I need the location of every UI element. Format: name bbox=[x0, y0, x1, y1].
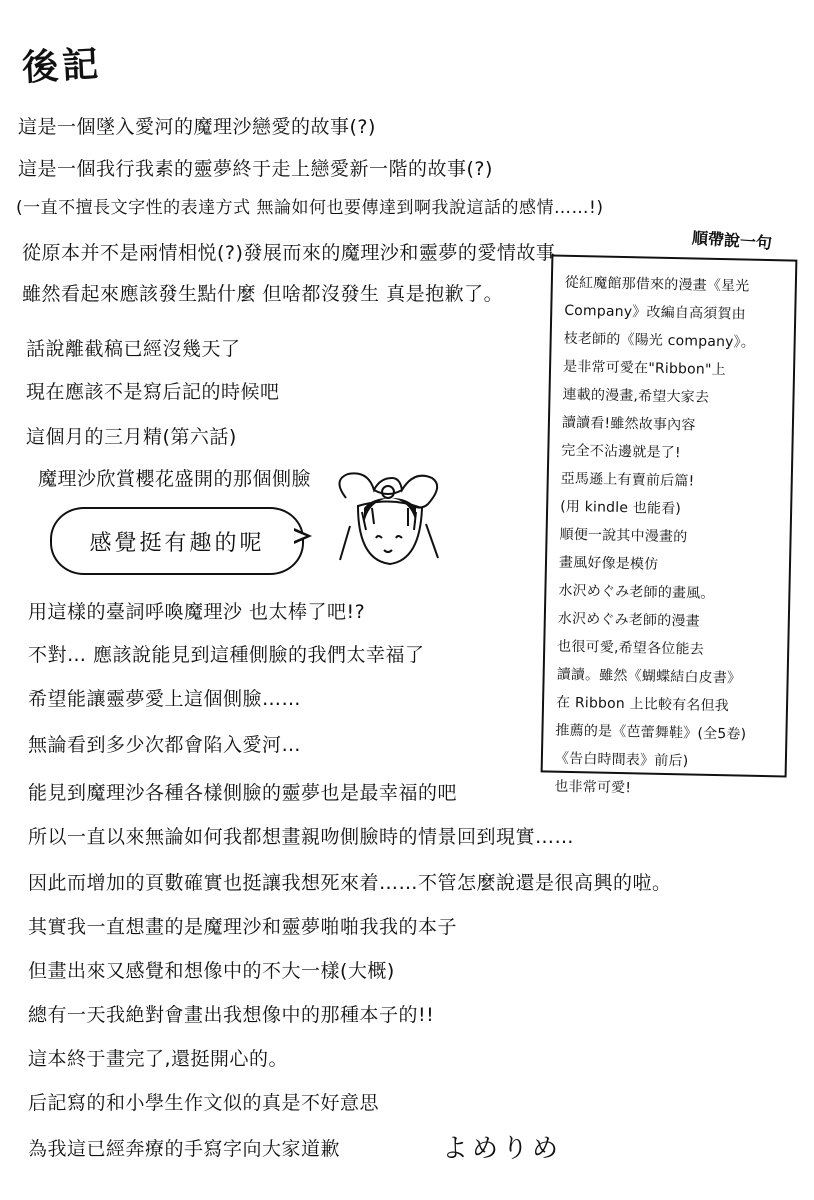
sidenote-line: 畫風好像是模仿 bbox=[558, 554, 659, 573]
sidenote-line: 也非常可愛! bbox=[554, 778, 632, 797]
sidenote-line: 推薦的是《芭蕾舞鞋》(全5卷) bbox=[555, 722, 747, 743]
text-line-21: 后記寫的和小學生作文似的真是不好意思 bbox=[28, 1092, 380, 1114]
text-line-7: 現在應該不是寫后記的時候吧 bbox=[26, 381, 280, 403]
sidenote-line: 水沢めぐみ老師的畫風。 bbox=[558, 582, 715, 602]
sidenote-line: 在 Ribbon 上比較有名但我 bbox=[555, 694, 730, 715]
sidenote-line: 完全不沾邊就是了! bbox=[561, 442, 681, 462]
speech-bubble: 感覺挺有趣的呢 bbox=[50, 507, 304, 575]
sidenote-line: (用 kindle 也能看) bbox=[560, 498, 682, 518]
sidenote-line: 枝老師的《陽光 company》。 bbox=[563, 330, 756, 351]
text-line-13: 無論看到多少次都會陷入愛河… bbox=[28, 734, 302, 756]
sidenote-line: 也很可愛,希望各位能去 bbox=[557, 638, 705, 658]
text-line-12: 希望能讓靈夢愛上這個側臉…… bbox=[28, 688, 302, 710]
author-signature: よめりめ bbox=[442, 1134, 563, 1164]
sidenote-line: 是非常可愛在"Ribbon"上 bbox=[562, 358, 726, 379]
text-line-18: 但畫出來又感覺和想像中的不大一樣(大概) bbox=[28, 960, 395, 982]
sidenote-line: 《告白時間表》前后) bbox=[554, 750, 689, 770]
text-line-16: 因此而增加的頁數確實也挺讓我想死來着……不管怎麼說還是很高興的啦。 bbox=[28, 872, 672, 894]
sidenote-line: 讀讀看!雖然故事內容 bbox=[561, 414, 696, 434]
text-line-22: 為我這已經奔療的手寫字向大家道歉 bbox=[28, 1138, 341, 1160]
text-line-2: 這是一個我行我素的靈夢終于走上戀愛新一階的故事(?) bbox=[18, 158, 493, 180]
sidenote-line: 亞馬遜上有賣前后篇! bbox=[560, 470, 695, 490]
chibi-girl-illustration bbox=[328, 468, 448, 578]
sidenote-line: Company》改編自高須賀由 bbox=[564, 302, 747, 323]
text-line-17: 其實我一直想畫的是魔理沙和靈夢啪啪我我的本子 bbox=[28, 916, 458, 938]
text-line-11: 不對… 應該說能見到這種側臉的我們太幸福了 bbox=[28, 644, 425, 666]
text-line-3: (一直不擅長文字性的表達方式 無論如何也要傳達到啊我說這話的感情……!) bbox=[16, 198, 604, 218]
text-line-10: 用這樣的臺詞呼喚魔理沙 也太棒了吧!? bbox=[28, 601, 366, 623]
text-line-4: 從原本并不是兩情相悦(?)發展而來的魔理沙和靈夢的愛情故事 bbox=[22, 242, 556, 264]
sidenote-title: 順帶說一句 bbox=[691, 228, 773, 253]
text-line-9: 魔理沙欣賞櫻花盛開的那個側臉 bbox=[38, 468, 312, 490]
sidenote-line: 順便一說其中漫畫的 bbox=[559, 526, 688, 546]
text-line-8: 這個月的三月精(第六話) bbox=[26, 426, 237, 448]
sidenote-line: 連載的漫畫,希望大家去 bbox=[562, 386, 710, 406]
page-title: 後記 bbox=[21, 42, 104, 90]
text-line-5: 雖然看起來應該發生點什麼 但啥都沒發生 真是抱歉了。 bbox=[22, 283, 504, 305]
text-line-19: 總有一天我絶對會畫出我想像中的那種本子的!! bbox=[28, 1004, 435, 1026]
text-line-1: 這是一個墜入愛河的魔理沙戀愛的故事(?) bbox=[18, 116, 376, 138]
text-line-6: 話說離截稿已經沒幾天了 bbox=[26, 338, 241, 360]
sidenote-box bbox=[541, 254, 798, 797]
text-line-14: 能見到魔理沙各種各樣側臉的靈夢也是最幸福的吧 bbox=[28, 782, 458, 804]
sidenote-line: 讀讀。雖然《蝴蝶結白皮書》 bbox=[556, 666, 742, 687]
bubble-tail-inner bbox=[294, 531, 306, 541]
sidenote-line: 從紅魔館那借來的漫畫《星光 bbox=[564, 274, 750, 295]
sidenote-line: 水沢めぐみ老師的漫畫 bbox=[557, 610, 700, 630]
text-line-15: 所以一直以來無論如何我都想畫親吻側臉時的情景回到現實…… bbox=[28, 826, 575, 848]
text-line-20: 這本終于畫完了,還挺開心的。 bbox=[28, 1048, 289, 1070]
